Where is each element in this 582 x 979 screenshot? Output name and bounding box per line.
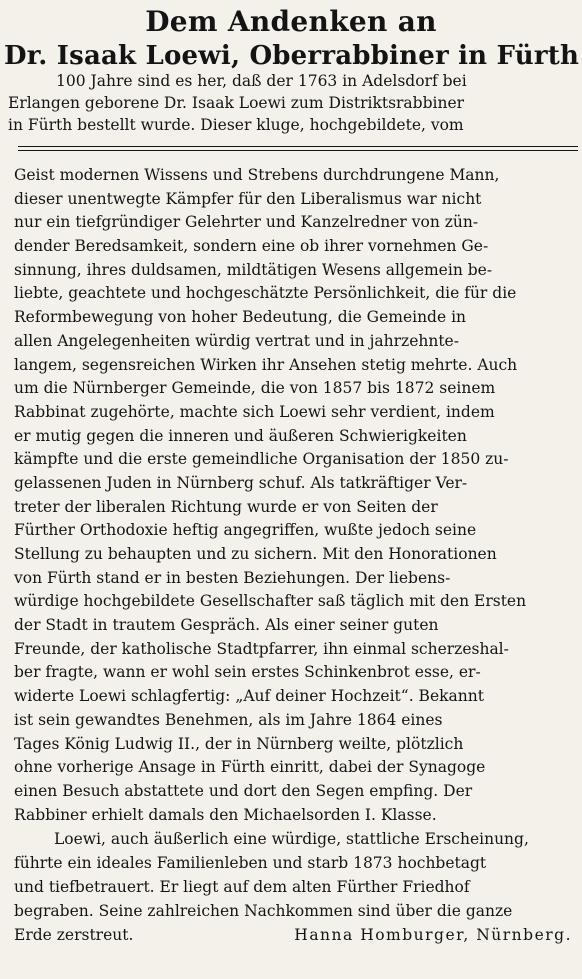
signature-line (14, 923, 580, 947)
text-line: der Stadt in trautem Gespräch. Als einer seiner guten (14, 616, 439, 635)
text-line: Freunde, der katholische Stadtpfarrer, ihn einmal scherzeshal- (14, 639, 509, 658)
last-text-line: Erde zerstreut. (14, 926, 134, 944)
text-line: Rabbiner erhielt damals den Michaelsorden I. Klasse. (14, 805, 437, 824)
closing-paragraph (14, 827, 580, 947)
text-line: von Fürth stand er in besten Beziehungen. Der liebens- (14, 568, 451, 587)
text-line: widerte Loewi schlagfertig: „Auf deiner Hochzeit“. Bekannt (14, 687, 484, 706)
text-line: dieser unentwegte Kämpfer für den Liberalismus war nicht (14, 189, 482, 208)
text-line: Fürther Orthodoxie heftig angegriffen, wußte jedoch seine (14, 521, 477, 540)
text-line: kämpfte und die erste gemeindliche Organisation der 1850 zu- (14, 450, 509, 469)
section-divider (18, 146, 578, 147)
text-line: Stellung zu behaupten und zu sichern. Mit den Honorationen (14, 545, 497, 563)
text-line: 100 Jahre sind es her, daß der 1763 in Adelsdorf bei (56, 72, 467, 90)
text-line: Erlangen geborene Dr. Isaak Loewi zum Distriktsrabbiner (8, 94, 465, 112)
section-divider-thin (18, 150, 578, 151)
text-line: liebte, geachtete und hochgeschätzte Persönlichkeit, die für die (14, 284, 517, 303)
text-line: einen Besuch abstattete und dort den Segen empfing. Der (14, 781, 473, 800)
text-line: führte ein ideales Familienleben und starb 1873 hochbetagt (14, 854, 487, 872)
text-line: nur ein tiefgründiger Gelehrter und Kanzelredner von zün- (14, 213, 479, 232)
text-line: Geist modernen Wissens und Strebens durchdrungene Mann, (14, 166, 500, 184)
text-line: dender Beredsamkeit, sondern eine ob ihrer vornehmen Ge- (14, 237, 489, 256)
text-line: ber fragte, wann er wohl sein erstes Schinkenbrot esse, er- (14, 663, 481, 682)
intro-paragraph (8, 70, 582, 136)
text-line: in Fürth bestellt wurde. Dieser kluge, hochgebildete, vom (8, 116, 464, 134)
text-line: begraben. Seine zahlreichen Nachkommen sind über die ganze (14, 902, 513, 920)
text-line: allen Angelegenheiten würdig vertrat und in jahrzehnte- (14, 331, 459, 350)
text-line: und tiefbetrauert. Er liegt auf dem alten Fürther Friedhof (14, 878, 470, 896)
text-line: gelassenen Juden in Nürnberg schuf. Als tatkräftiger Ver- (14, 473, 468, 492)
text-line: er mutig gegen die inneren und äußeren Schwierigkeiten (14, 426, 467, 445)
text-line: treter der liberalen Richtung wurde er von Seiten der (14, 497, 438, 516)
text-line: langem, segensreichen Wirken ihr Ansehen stetig mehrte. Auch (14, 355, 518, 374)
text-line: Reformbewegung von hoher Bedeutung, die Gemeinde in (14, 308, 467, 327)
text-line: ohne vorherige Ansage in Fürth einritt, dabei der Synagoge (14, 758, 486, 777)
text-line: Loewi, auch äußerlich eine würdige, stattliche Erscheinung, (54, 830, 529, 848)
text-line: Rabbinat zugehörte, machte sich Loewi sehr verdient, indem (14, 402, 495, 421)
author-signature: Hanna Homburger, Nürnberg. (294, 926, 572, 944)
headline-line-1: Dem Andenken an (145, 5, 437, 38)
body-paragraph (14, 164, 580, 827)
text-line: würdige hochgebildete Gesellschafter saß täglich mit den Ersten (14, 592, 527, 611)
text-line: ist sein gewandtes Benehmen, als im Jahre 1864 eines (14, 710, 443, 729)
text-line: um die Nürnberger Gemeinde, die von 1857 bis 1872 seinem (14, 379, 496, 398)
text-line: sinnung, ihres duldsamen, mildtätigen Wesens allgemein be- (14, 260, 493, 279)
headline-line-2: Dr. Isaak Loewi, Oberrabbiner in Fürth (4, 41, 580, 71)
text-line: Tages König Ludwig II., der in Nürnberg weilte, plötzlich (14, 734, 464, 753)
